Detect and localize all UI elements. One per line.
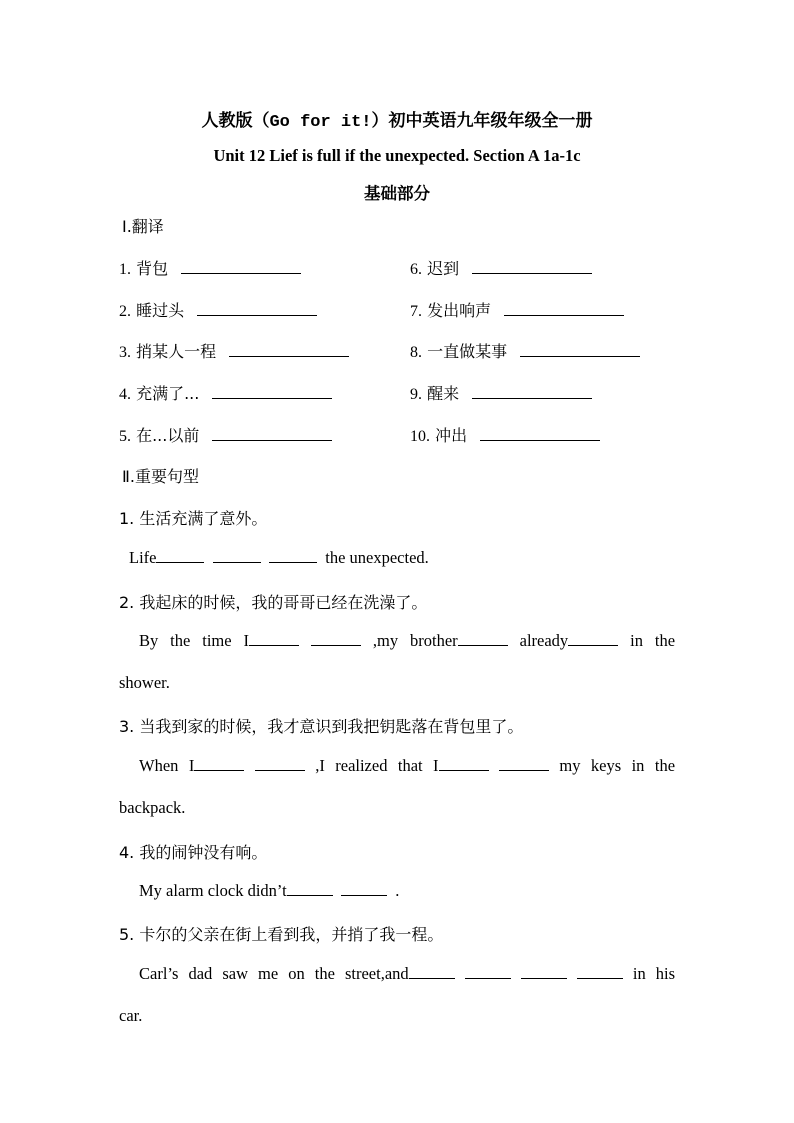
answer-blank[interactable] [409, 966, 455, 979]
answer-blank[interactable] [577, 966, 623, 979]
answer-blank[interactable] [212, 384, 332, 399]
question-3-english: When I ,I realized that I my keys in the [139, 756, 676, 775]
vocab-item: 10. 冲出 [410, 423, 600, 446]
question-1-english: Life the unexpected. [129, 548, 429, 567]
question-3-wrap: backpack. [119, 798, 186, 817]
vocab-item: 6. 迟到 [410, 256, 592, 279]
question-2-english: By the time I ,my brother already in the [139, 631, 676, 650]
part1-heading: Ⅰ.翻译 [122, 217, 164, 236]
answer-blank[interactable] [213, 550, 261, 563]
vocab-item: 8. 一直做某事 [410, 339, 640, 362]
vocab-item: 3. 捎某人一程 [119, 339, 349, 362]
answer-blank[interactable] [341, 883, 387, 896]
vocab-item: 7. 发出响声 [410, 298, 624, 321]
question-1-chinese: 1. 生活充满了意外。 [119, 509, 268, 528]
question-2-wrap: shower. [119, 673, 170, 692]
answer-blank[interactable] [472, 259, 592, 274]
answer-blank[interactable] [255, 758, 305, 771]
answer-blank[interactable] [229, 342, 349, 357]
vocab-item: 1. 背包 [119, 256, 301, 279]
document-title: 人教版（Go for it!）初中英语九年级年级全一册 [201, 111, 593, 132]
answer-blank[interactable] [465, 966, 511, 979]
answer-blank[interactable] [194, 758, 244, 771]
answer-blank[interactable] [181, 259, 301, 274]
answer-blank[interactable] [156, 550, 204, 563]
vocab-item: 2. 睡过头 [119, 298, 317, 321]
section-title: 基础部分 [364, 184, 430, 203]
question-4-english: My alarm clock didn’t . [139, 881, 400, 900]
answer-blank[interactable] [504, 301, 624, 316]
answer-blank[interactable] [472, 384, 592, 399]
vocab-item: 5. 在...以前 [119, 423, 332, 446]
answer-blank[interactable] [568, 633, 618, 646]
answer-blank[interactable] [480, 426, 600, 441]
answer-blank[interactable] [249, 633, 299, 646]
part2-heading: Ⅱ.重要句型 [122, 467, 199, 486]
answer-blank[interactable] [499, 758, 549, 771]
answer-blank[interactable] [287, 883, 333, 896]
answer-blank[interactable] [212, 426, 332, 441]
question-5-wrap: car. [119, 1006, 143, 1025]
answer-blank[interactable] [269, 550, 317, 563]
question-5-english: Carl’s dad saw me on the street,and in his [139, 964, 675, 983]
question-5-chinese: 5. 卡尔的父亲在街上看到我，并捎了我一程。 [119, 925, 444, 944]
answer-blank[interactable] [439, 758, 489, 771]
answer-blank[interactable] [520, 342, 640, 357]
vocab-item: 9. 醒来 [410, 381, 592, 404]
answer-blank[interactable] [458, 633, 508, 646]
answer-blank[interactable] [521, 966, 567, 979]
answer-blank[interactable] [197, 301, 317, 316]
question-2-chinese: 2. 我起床的时候，我的哥哥已经在洗澡了。 [119, 593, 428, 612]
document-subtitle: Unit 12 Lief is full if the unexpected. Section A 1a-1c [213, 146, 581, 165]
question-3-chinese: 3. 当我到家的时候，我才意识到我把钥匙落在背包里了。 [119, 717, 524, 736]
answer-blank[interactable] [311, 633, 361, 646]
question-4-chinese: 4. 我的闹钟没有响。 [119, 843, 268, 862]
vocab-item: 4. 充满了... [119, 381, 332, 404]
